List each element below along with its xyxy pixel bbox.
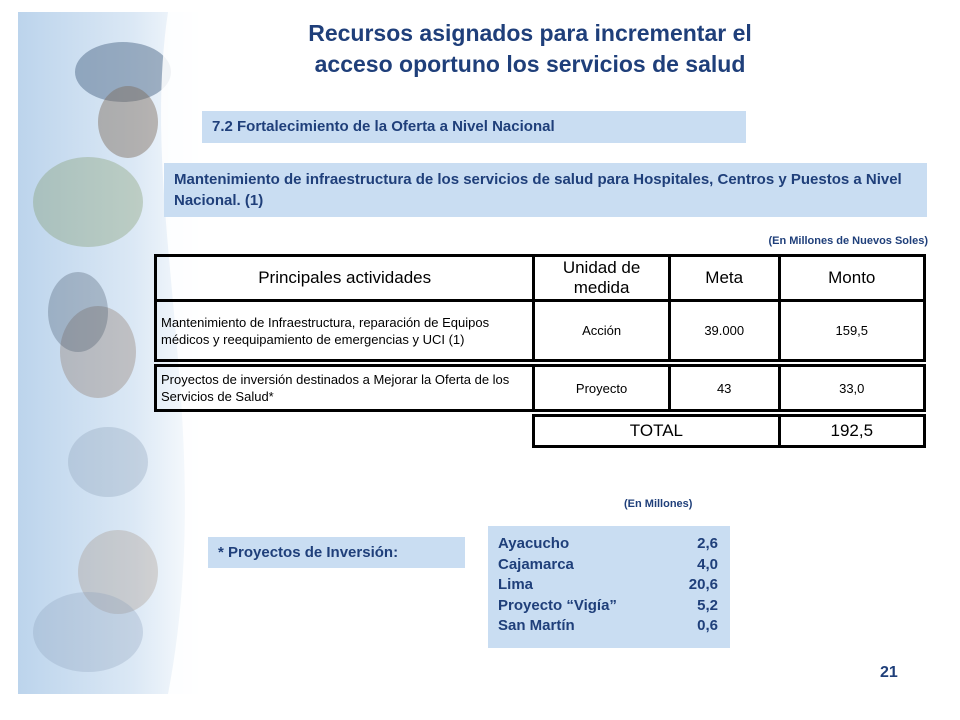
table-row	[156, 366, 925, 411]
row-unit: Acción	[534, 301, 670, 361]
project-value: 5,2	[697, 596, 718, 614]
projects-list	[488, 526, 730, 648]
page-number: 21	[880, 664, 898, 681]
activities-table-wrap	[154, 254, 926, 446]
list-item	[498, 596, 718, 617]
projects-label: * Proyectos de Inversión:	[208, 537, 465, 568]
project-name: Ayacucho	[498, 535, 570, 552]
project-value: 0,6	[697, 617, 718, 634]
project-value: 20,6	[688, 576, 718, 593]
project-value: 2,6	[697, 535, 718, 552]
list-item	[498, 534, 718, 555]
header-amount: Monto	[779, 256, 924, 301]
row-goal: 43	[669, 366, 779, 411]
section-label: 7.2 Fortalecimiento de la Oferta a Nivel Nacional	[202, 111, 746, 143]
row-goal: 39.000	[669, 301, 779, 361]
row-amount: 33,0	[779, 366, 924, 411]
row-unit: Proyecto	[534, 366, 670, 411]
list-item	[498, 575, 718, 596]
description-banner: Mantenimiento de infraestructura de los servicios de salud para Hospitales, Centros y Puestos a Nivel Nacional. (1)	[164, 163, 927, 217]
total-value: 192,5	[779, 416, 924, 447]
total-spacer	[156, 416, 534, 447]
title-line-1: Recursos asignados para incrementar el	[308, 20, 752, 46]
header-unit: Unidad de medida	[534, 256, 670, 301]
activities-table	[154, 254, 926, 448]
list-item	[498, 555, 718, 576]
total-label: TOTAL	[534, 416, 779, 447]
header-activities: Principales actividades	[156, 256, 534, 301]
header-goal: Meta	[669, 256, 779, 301]
project-name: Proyecto “Vigía”	[498, 596, 617, 614]
table-header-row	[156, 256, 925, 301]
list-item	[498, 616, 718, 637]
project-name: Lima	[498, 576, 534, 593]
total-row	[156, 416, 925, 447]
row-activity: Mantenimiento de Infraestructura, reparación de Equipos médicos y reequipamiento de emergencias y UCI (1)	[156, 301, 534, 361]
title-line-2: acceso oportuno los servicios de salud	[314, 51, 746, 77]
row-amount: 159,5	[779, 301, 924, 361]
project-name: Cajamarca	[498, 555, 574, 573]
units-note: (En Millones de Nuevos Soles)	[768, 235, 928, 247]
table-row	[156, 301, 925, 361]
page-title	[260, 18, 800, 80]
projects-units-note: (En Millones)	[624, 498, 693, 510]
project-value: 4,0	[697, 555, 718, 573]
row-activity: Proyectos de inversión destinados a Mejorar la Oferta de los Servicios de Salud*	[156, 366, 534, 411]
project-name: San Martín	[498, 617, 575, 634]
